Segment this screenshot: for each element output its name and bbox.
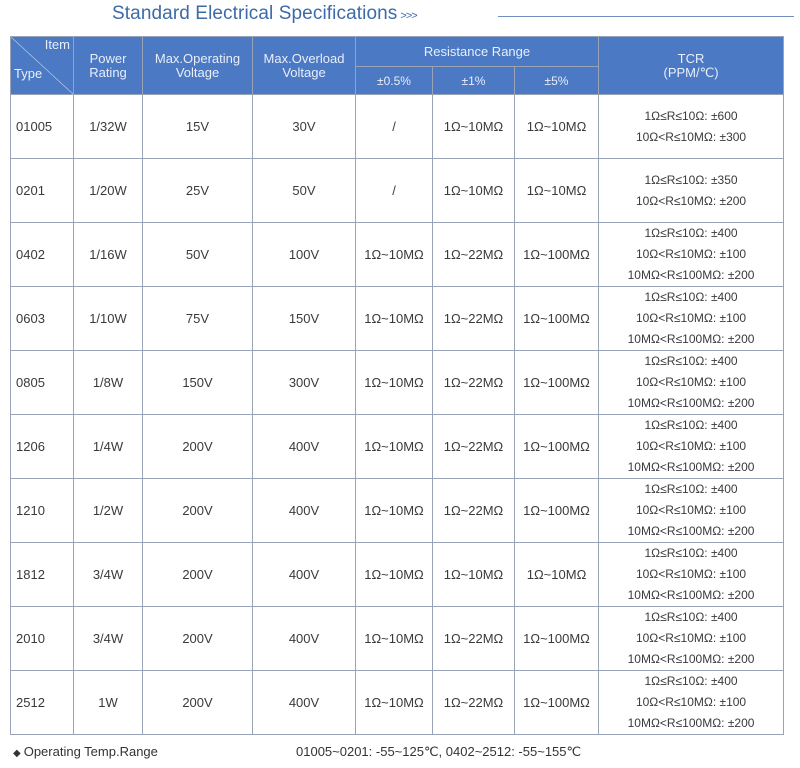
tcr-line: 1Ω≤R≤10Ω: ±400	[644, 418, 738, 432]
tcr-line: 10Ω<R≤10MΩ: ±100	[635, 503, 747, 517]
cell-type: 0201	[11, 159, 74, 223]
footer-value: 01005~0201: -55~125℃, 0402~2512: -55~155℃	[296, 744, 582, 759]
tcr-line: 1Ω≤R≤10Ω: ±400	[644, 674, 738, 688]
cell-range-1: 1Ω~10MΩ	[433, 95, 515, 159]
header-tcr-line1: TCR	[677, 50, 705, 66]
tcr-line: 1Ω≤R≤10Ω: ±400	[644, 226, 738, 240]
cell-overload-voltage: 300V	[253, 351, 356, 415]
cell-overload-voltage: 400V	[253, 607, 356, 671]
cell-range-5: 1Ω~10MΩ	[515, 159, 599, 223]
tcr-line: 1Ω≤R≤10Ω: ±600	[644, 108, 738, 123]
tcr-line: 10Ω<R≤10MΩ: ±100	[635, 695, 747, 709]
cell-operating-voltage: 200V	[143, 607, 253, 671]
cell-tcr	[599, 607, 784, 671]
header-power-line1: Power	[89, 50, 127, 66]
tcr-line: 10MΩ<R≤100MΩ: ±200	[627, 460, 755, 474]
cell-operating-voltage: 50V	[143, 223, 253, 287]
cell-range-1: 1Ω~22MΩ	[433, 607, 515, 671]
tcr-line: 10Ω<R≤10MΩ: ±100	[635, 375, 747, 389]
cell-type: 0603	[11, 287, 74, 351]
cell-overload-voltage: 400V	[253, 671, 356, 735]
cell-type: 2512	[11, 671, 74, 735]
cell-range-5: 1Ω~100MΩ	[515, 607, 599, 671]
cell-operating-voltage: 200V	[143, 671, 253, 735]
cell-operating-voltage: 200V	[143, 543, 253, 607]
spec-table-body	[11, 95, 784, 735]
page-title-text: Standard Electrical Specifications	[112, 3, 398, 24]
table-row	[11, 543, 784, 607]
cell-range-05: 1Ω~10MΩ	[356, 223, 433, 287]
cell-type: 1210	[11, 479, 74, 543]
tcr-line: 1Ω≤R≤10Ω: ±350	[644, 172, 738, 187]
tcr-line: 10MΩ<R≤100MΩ: ±200	[627, 716, 755, 730]
table-row	[11, 351, 784, 415]
header-item-label: Item	[44, 37, 70, 52]
cell-overload-voltage: 50V	[253, 159, 356, 223]
tcr-line: 10Ω<R≤10MΩ: ±100	[635, 631, 747, 645]
cell-type: 01005	[11, 95, 74, 159]
cell-overload-voltage: 30V	[253, 95, 356, 159]
cell-overload-voltage: 400V	[253, 543, 356, 607]
header-tcr-line2: (PPM/℃)	[663, 64, 719, 80]
cell-tcr	[599, 479, 784, 543]
tcr-line: 1Ω≤R≤10Ω: ±400	[644, 610, 738, 624]
diamond-bullet-icon: ◆	[13, 748, 21, 759]
spec-table	[10, 36, 784, 735]
header-tolerance-1: ±1%	[433, 67, 515, 95]
cell-range-5: 1Ω~100MΩ	[515, 351, 599, 415]
cell-overload-voltage: 400V	[253, 479, 356, 543]
cell-range-1: 1Ω~22MΩ	[433, 671, 515, 735]
table-row	[11, 95, 784, 159]
cell-range-1: 1Ω~10MΩ	[433, 543, 515, 607]
cell-range-05: 1Ω~10MΩ	[356, 543, 433, 607]
cell-power-rating: 1W	[74, 671, 143, 735]
header-overload-line1: Max.Overload	[263, 50, 345, 66]
header-tolerance-05: ±0.5%	[356, 67, 433, 95]
cell-power-rating: 1/20W	[74, 159, 143, 223]
cell-range-5: 1Ω~10MΩ	[515, 543, 599, 607]
cell-range-5: 1Ω~100MΩ	[515, 223, 599, 287]
cell-power-rating: 1/2W	[74, 479, 143, 543]
tcr-line: 10MΩ<R≤100MΩ: ±200	[627, 524, 755, 538]
cell-operating-voltage: 150V	[143, 351, 253, 415]
page-title	[112, 3, 417, 25]
cell-range-05: 1Ω~10MΩ	[356, 415, 433, 479]
cell-range-1: 1Ω~22MΩ	[433, 415, 515, 479]
cell-tcr	[599, 159, 784, 223]
tcr-line: 10Ω<R≤10MΩ: ±300	[635, 129, 747, 144]
title-rule	[498, 16, 794, 17]
cell-power-rating: 1/4W	[74, 415, 143, 479]
header-tcr	[599, 37, 784, 95]
header-resistance-range: Resistance Range	[356, 37, 599, 67]
tcr-line: 10MΩ<R≤100MΩ: ±200	[627, 652, 755, 666]
cell-type: 2010	[11, 607, 74, 671]
cell-range-1: 1Ω~10MΩ	[433, 159, 515, 223]
cell-power-rating: 1/16W	[74, 223, 143, 287]
cell-power-rating: 1/8W	[74, 351, 143, 415]
cell-range-5: 1Ω~100MΩ	[515, 287, 599, 351]
header-operating-line2: Voltage	[175, 64, 220, 80]
header-power-line2: Rating	[89, 64, 127, 80]
table-row	[11, 223, 784, 287]
table-row	[11, 287, 784, 351]
operating-temp-footer	[13, 744, 793, 764]
cell-range-05: 1Ω~10MΩ	[356, 287, 433, 351]
cell-type: 0805	[11, 351, 74, 415]
tcr-line: 10Ω<R≤10MΩ: ±100	[635, 247, 747, 261]
cell-type: 0402	[11, 223, 74, 287]
cell-operating-voltage: 200V	[143, 415, 253, 479]
cell-type: 1812	[11, 543, 74, 607]
cell-tcr	[599, 415, 784, 479]
tcr-line: 1Ω≤R≤10Ω: ±400	[644, 354, 738, 368]
cell-tcr	[599, 543, 784, 607]
cell-overload-voltage: 400V	[253, 415, 356, 479]
type-item-header	[11, 37, 74, 95]
cell-tcr	[599, 671, 784, 735]
header-max-overload-voltage	[253, 37, 356, 95]
cell-range-05: 1Ω~10MΩ	[356, 479, 433, 543]
cell-tcr	[599, 287, 784, 351]
footer-label-text: Operating Temp.Range	[23, 744, 158, 759]
tcr-line: 10MΩ<R≤100MΩ: ±200	[627, 588, 755, 602]
cell-operating-voltage: 25V	[143, 159, 253, 223]
cell-tcr	[599, 351, 784, 415]
tcr-line: 1Ω≤R≤10Ω: ±400	[644, 290, 738, 304]
cell-power-rating: 3/4W	[74, 543, 143, 607]
cell-tcr	[599, 95, 784, 159]
tcr-line: 1Ω≤R≤10Ω: ±400	[644, 482, 738, 496]
table-row	[11, 415, 784, 479]
tcr-line: 1Ω≤R≤10Ω: ±400	[644, 546, 738, 560]
header-type-label: Type	[14, 66, 43, 81]
cell-range-05: 1Ω~10MΩ	[356, 671, 433, 735]
tcr-line: 10MΩ<R≤100MΩ: ±200	[627, 332, 755, 346]
cell-range-1: 1Ω~22MΩ	[433, 287, 515, 351]
cell-range-05: 1Ω~10MΩ	[356, 607, 433, 671]
header-overload-line2: Voltage	[282, 64, 326, 80]
table-row	[11, 479, 784, 543]
chevrons-icon: >>>	[400, 10, 417, 22]
tcr-line: 10Ω<R≤10MΩ: ±100	[635, 439, 747, 453]
header-power-rating	[74, 37, 143, 95]
cell-overload-voltage: 100V	[253, 223, 356, 287]
table-row	[11, 671, 784, 735]
header-operating-line1: Max.Operating	[154, 50, 241, 66]
cell-range-1: 1Ω~22MΩ	[433, 223, 515, 287]
tcr-line: 10Ω<R≤10MΩ: ±100	[635, 567, 747, 581]
cell-power-rating: 1/32W	[74, 95, 143, 159]
cell-overload-voltage: 150V	[253, 287, 356, 351]
cell-power-rating: 3/4W	[74, 607, 143, 671]
title-bar	[0, 0, 800, 32]
cell-range-05: /	[356, 159, 433, 223]
cell-range-5: 1Ω~10MΩ	[515, 95, 599, 159]
tcr-line: 10Ω<R≤10MΩ: ±200	[635, 193, 747, 208]
cell-range-5: 1Ω~100MΩ	[515, 671, 599, 735]
cell-range-1: 1Ω~22MΩ	[433, 479, 515, 543]
cell-power-rating: 1/10W	[74, 287, 143, 351]
cell-operating-voltage: 15V	[143, 95, 253, 159]
table-row	[11, 159, 784, 223]
cell-operating-voltage: 200V	[143, 479, 253, 543]
tcr-line: 10MΩ<R≤100MΩ: ±200	[627, 396, 755, 410]
footer-label	[13, 744, 158, 759]
header-max-operating-voltage	[143, 37, 253, 95]
cell-tcr	[599, 223, 784, 287]
cell-range-05: /	[356, 95, 433, 159]
table-row	[11, 607, 784, 671]
cell-range-5: 1Ω~100MΩ	[515, 415, 599, 479]
cell-range-1: 1Ω~22MΩ	[433, 351, 515, 415]
cell-range-5: 1Ω~100MΩ	[515, 479, 599, 543]
cell-range-05: 1Ω~10MΩ	[356, 351, 433, 415]
header-tolerance-5: ±5%	[515, 67, 599, 95]
tcr-line: 10Ω<R≤10MΩ: ±100	[635, 311, 747, 325]
tcr-line: 10MΩ<R≤100MΩ: ±200	[627, 268, 755, 282]
cell-type: 1206	[11, 415, 74, 479]
cell-operating-voltage: 75V	[143, 287, 253, 351]
